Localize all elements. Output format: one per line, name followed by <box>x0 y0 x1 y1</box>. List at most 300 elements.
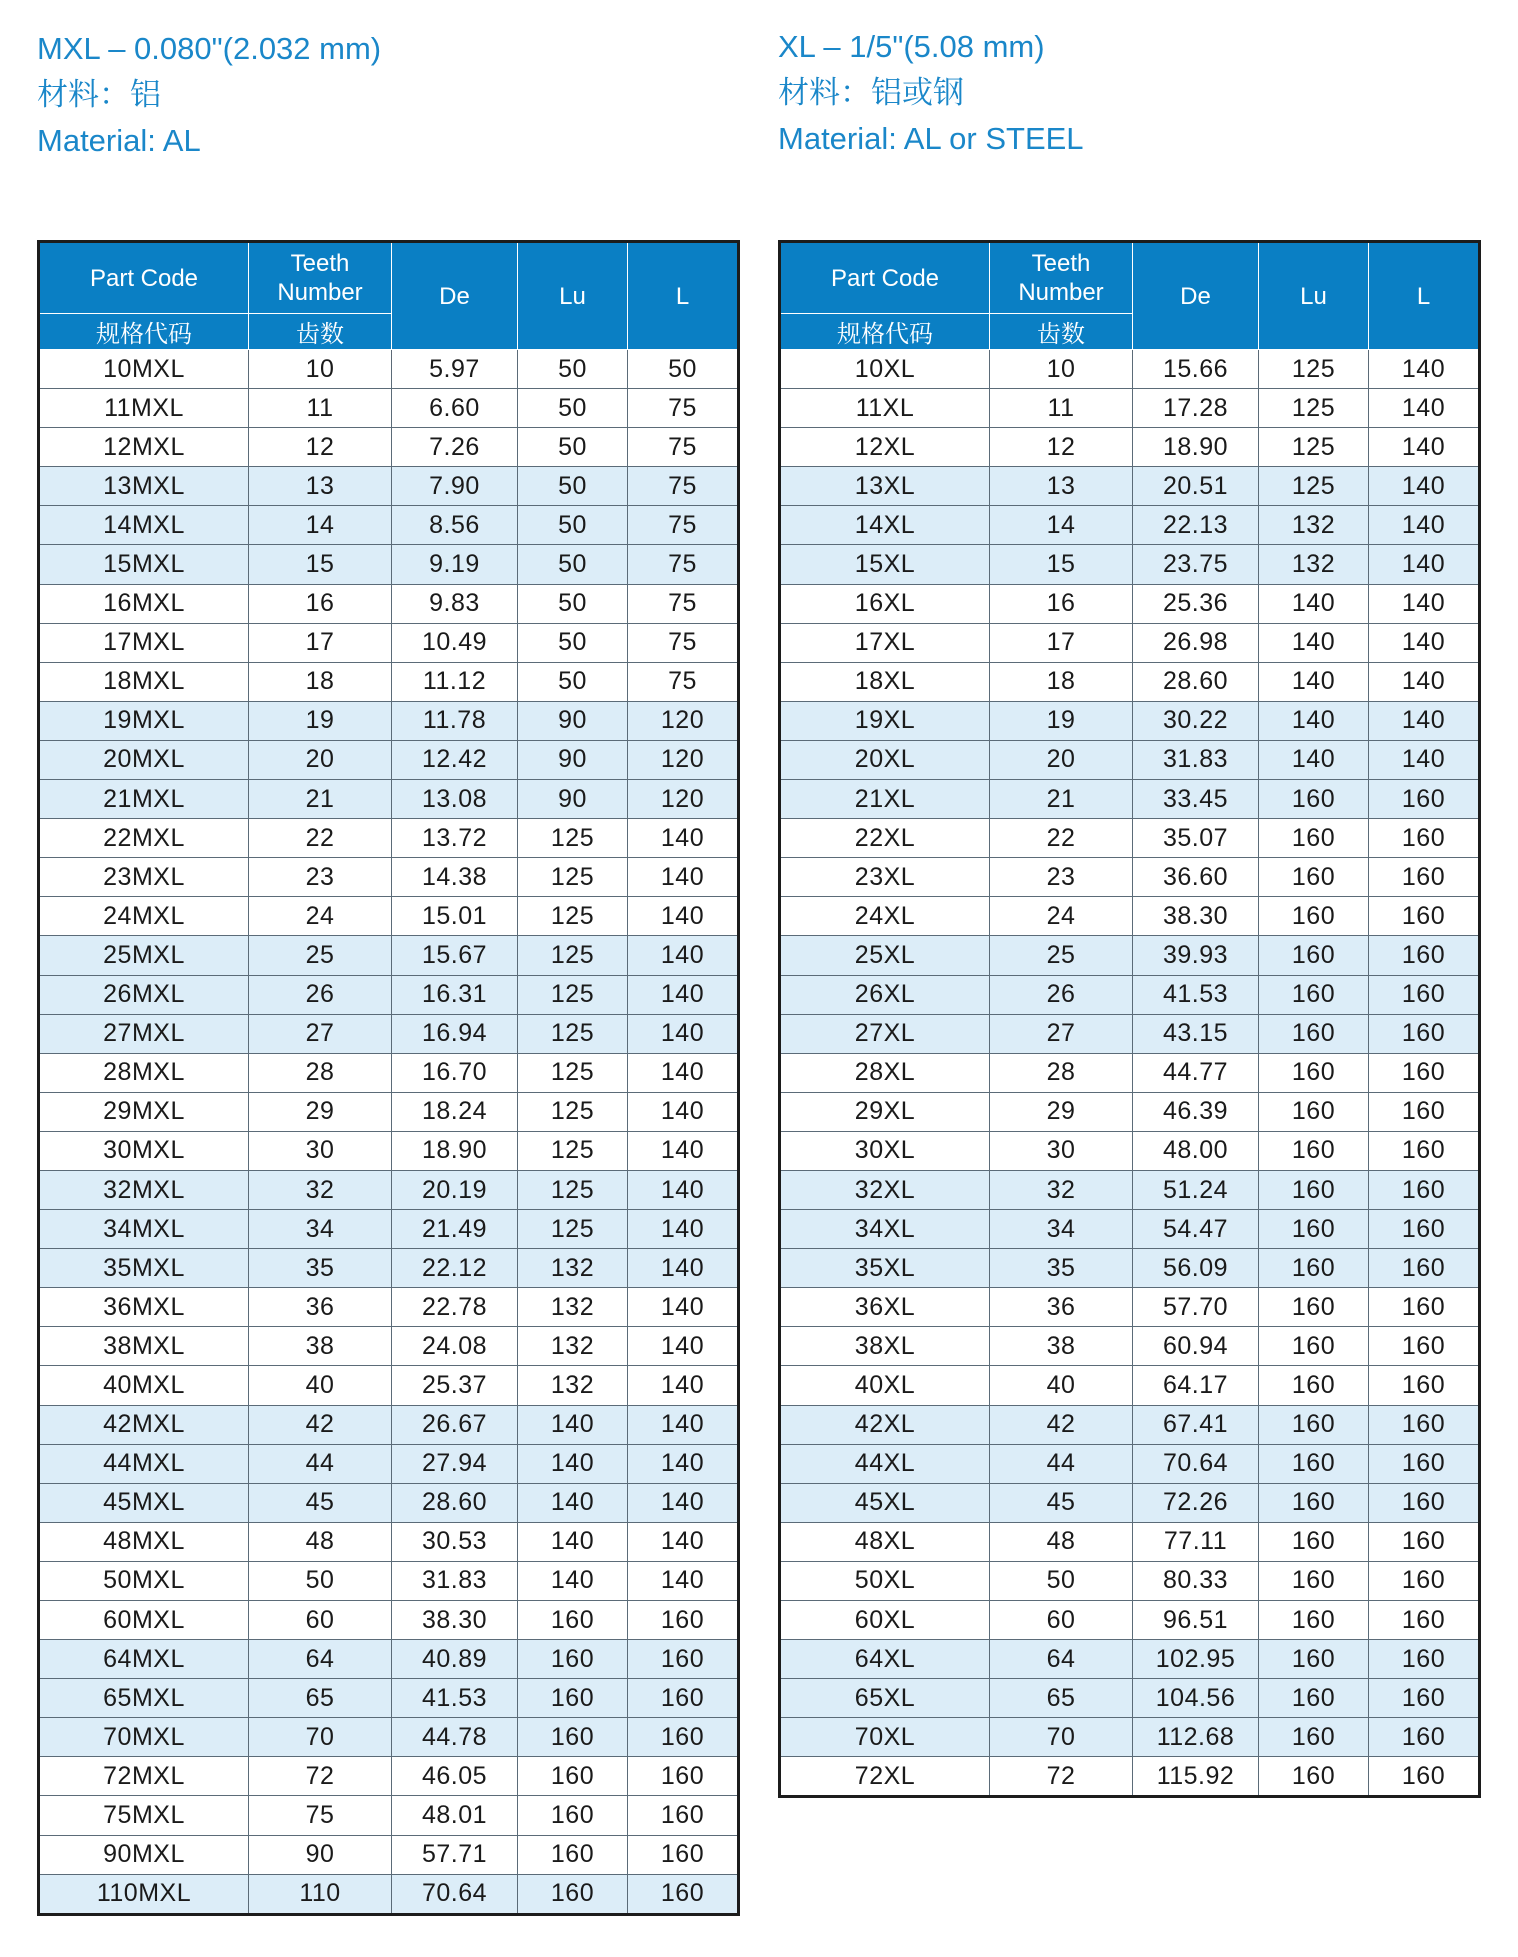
cell-de: 46.05 <box>392 1757 518 1796</box>
header-de: De <box>1133 242 1259 350</box>
cell-l: 160 <box>628 1757 739 1796</box>
cell-de: 41.53 <box>392 1679 518 1718</box>
cell-lu: 160 <box>1259 1249 1369 1288</box>
cell-de: 25.37 <box>392 1366 518 1405</box>
cell-part-code: 110MXL <box>39 1874 249 1914</box>
cell-part-code: 72MXL <box>39 1757 249 1796</box>
table-row <box>780 1249 1480 1288</box>
cell-teeth: 34 <box>249 1210 392 1249</box>
cell-lu: 125 <box>1259 428 1369 467</box>
cell-de: 30.53 <box>392 1522 518 1561</box>
cell-part-code: 30XL <box>780 1131 990 1170</box>
cell-l: 160 <box>1369 1640 1480 1679</box>
cell-teeth: 19 <box>249 701 392 740</box>
cell-l: 160 <box>1369 1405 1480 1444</box>
header-number: Number <box>277 279 363 306</box>
table-row <box>780 1561 1480 1600</box>
cell-teeth: 36 <box>249 1288 392 1327</box>
cell-teeth: 72 <box>249 1757 392 1796</box>
cell-de: 67.41 <box>1133 1405 1259 1444</box>
table-row <box>780 350 1480 389</box>
cell-de: 28.60 <box>1133 662 1259 701</box>
cell-lu: 132 <box>1259 506 1369 545</box>
cell-part-code: 14XL <box>780 506 990 545</box>
table-row <box>780 662 1480 701</box>
table-row <box>780 1014 1480 1053</box>
cell-l: 140 <box>628 1092 739 1131</box>
cell-teeth: 13 <box>249 467 392 506</box>
cell-l: 160 <box>1369 1522 1480 1561</box>
cell-lu: 160 <box>1259 975 1369 1014</box>
cell-teeth: 19 <box>990 701 1133 740</box>
cell-teeth: 15 <box>249 545 392 584</box>
cell-teeth: 18 <box>249 662 392 701</box>
cell-de: 9.19 <box>392 545 518 584</box>
cell-lu: 140 <box>1259 623 1369 662</box>
cell-de: 17.28 <box>1133 389 1259 428</box>
cell-teeth: 70 <box>990 1718 1133 1757</box>
cell-de: 22.12 <box>392 1249 518 1288</box>
cell-lu: 125 <box>518 975 628 1014</box>
table-row <box>39 701 739 740</box>
cell-l: 160 <box>1369 1483 1480 1522</box>
cell-part-code: 17XL <box>780 623 990 662</box>
cell-part-code: 64XL <box>780 1640 990 1679</box>
mxl-title: MXL – 0.080"(2.032 mm) <box>37 31 382 66</box>
cell-part-code: 29XL <box>780 1092 990 1131</box>
cell-de: 70.64 <box>392 1874 518 1914</box>
cell-l: 160 <box>628 1718 739 1757</box>
cell-lu: 160 <box>518 1640 628 1679</box>
cell-part-code: 75MXL <box>39 1796 249 1835</box>
cell-part-code: 35MXL <box>39 1249 249 1288</box>
cell-de: 14.38 <box>392 858 518 897</box>
cell-teeth: 29 <box>990 1092 1133 1131</box>
cell-lu: 160 <box>1259 819 1369 858</box>
table-row <box>39 1796 739 1835</box>
header-lu: Lu <box>518 242 628 350</box>
cell-de: 54.47 <box>1133 1210 1259 1249</box>
cell-part-code: 30MXL <box>39 1131 249 1170</box>
table-row <box>39 1522 739 1561</box>
cell-teeth: 15 <box>990 545 1133 584</box>
table-row <box>780 1327 1480 1366</box>
table-row <box>780 1210 1480 1249</box>
cell-de: 26.98 <box>1133 623 1259 662</box>
cell-part-code: 26MXL <box>39 975 249 1014</box>
cell-part-code: 27MXL <box>39 1014 249 1053</box>
cell-teeth: 42 <box>249 1405 392 1444</box>
table-row <box>39 1210 739 1249</box>
cell-part-code: 60XL <box>780 1601 990 1640</box>
header-teeth-number <box>249 242 392 314</box>
cell-de: 112.68 <box>1133 1718 1259 1757</box>
cell-de: 11.78 <box>392 701 518 740</box>
cell-teeth: 11 <box>249 389 392 428</box>
cell-lu: 160 <box>518 1601 628 1640</box>
cell-part-code: 24XL <box>780 897 990 936</box>
cell-teeth: 44 <box>249 1444 392 1483</box>
table-row <box>39 858 739 897</box>
cell-part-code: 13MXL <box>39 467 249 506</box>
cell-lu: 160 <box>1259 780 1369 819</box>
cell-teeth: 50 <box>990 1561 1133 1600</box>
table-row <box>39 1561 739 1600</box>
header-l: L <box>628 242 739 350</box>
table-row <box>780 545 1480 584</box>
xl-material-cn: 材料：铝或钢 <box>778 75 964 110</box>
cell-part-code: 16MXL <box>39 584 249 623</box>
cell-teeth: 16 <box>990 584 1133 623</box>
cell-l: 140 <box>628 1288 739 1327</box>
cell-part-code: 23XL <box>780 858 990 897</box>
cell-de: 26.67 <box>392 1405 518 1444</box>
cell-part-code: 11MXL <box>39 389 249 428</box>
cell-de: 8.56 <box>392 506 518 545</box>
cell-l: 140 <box>628 1131 739 1170</box>
cell-teeth: 65 <box>990 1679 1133 1718</box>
cell-part-code: 21MXL <box>39 780 249 819</box>
xl-table-body <box>780 350 1480 1797</box>
table-row <box>780 1679 1480 1718</box>
table-row <box>39 780 739 819</box>
cell-de: 104.56 <box>1133 1679 1259 1718</box>
cell-lu: 50 <box>518 467 628 506</box>
cell-lu: 160 <box>1259 1601 1369 1640</box>
cell-part-code: 28MXL <box>39 1053 249 1092</box>
cell-l: 75 <box>628 584 739 623</box>
cell-part-code: 25XL <box>780 936 990 975</box>
cell-lu: 140 <box>1259 662 1369 701</box>
table-row <box>780 1483 1480 1522</box>
cell-teeth: 60 <box>990 1601 1133 1640</box>
table-row <box>39 1092 739 1131</box>
cell-de: 24.08 <box>392 1327 518 1366</box>
cell-l: 140 <box>628 897 739 936</box>
cell-de: 44.78 <box>392 1718 518 1757</box>
cell-l: 120 <box>628 780 739 819</box>
cell-de: 36.60 <box>1133 858 1259 897</box>
cell-de: 12.42 <box>392 740 518 779</box>
cell-lu: 125 <box>518 1092 628 1131</box>
cell-lu: 140 <box>518 1483 628 1522</box>
cell-teeth: 10 <box>249 350 392 389</box>
cell-de: 102.95 <box>1133 1640 1259 1679</box>
cell-l: 140 <box>1369 350 1480 389</box>
table-row <box>39 975 739 1014</box>
mxl-spec-table <box>37 240 740 1916</box>
cell-part-code: 44MXL <box>39 1444 249 1483</box>
cell-de: 64.17 <box>1133 1366 1259 1405</box>
cell-de: 115.92 <box>1133 1757 1259 1797</box>
cell-l: 160 <box>1369 1601 1480 1640</box>
cell-teeth: 72 <box>990 1757 1133 1797</box>
cell-part-code: 38MXL <box>39 1327 249 1366</box>
cell-part-code: 17MXL <box>39 623 249 662</box>
cell-lu: 125 <box>518 897 628 936</box>
cell-lu: 160 <box>1259 1288 1369 1327</box>
cell-lu: 160 <box>1259 1718 1369 1757</box>
table-row <box>780 1757 1480 1797</box>
table-row <box>39 1874 739 1914</box>
table-row <box>39 1718 739 1757</box>
cell-de: 18.24 <box>392 1092 518 1131</box>
cell-de: 15.67 <box>392 936 518 975</box>
cell-teeth: 20 <box>990 740 1133 779</box>
cell-lu: 160 <box>1259 1444 1369 1483</box>
cell-teeth: 38 <box>990 1327 1133 1366</box>
cell-part-code: 42XL <box>780 1405 990 1444</box>
cell-teeth: 23 <box>990 858 1133 897</box>
cell-teeth: 48 <box>249 1522 392 1561</box>
cell-teeth: 60 <box>249 1601 392 1640</box>
xl-title: XL – 1/5"(5.08 mm) <box>778 29 1045 64</box>
cell-l: 140 <box>1369 428 1480 467</box>
cell-teeth: 13 <box>990 467 1133 506</box>
table-row <box>780 1170 1480 1209</box>
table-row <box>39 1014 739 1053</box>
cell-l: 140 <box>628 936 739 975</box>
cell-de: 31.83 <box>1133 740 1259 779</box>
header-teeth: Teeth <box>1031 250 1091 277</box>
cell-l: 75 <box>628 467 739 506</box>
cell-part-code: 21XL <box>780 780 990 819</box>
table-row <box>39 1366 739 1405</box>
cell-de: 38.30 <box>1133 897 1259 936</box>
cell-lu: 125 <box>518 1131 628 1170</box>
cell-l: 75 <box>628 389 739 428</box>
cell-part-code: 90MXL <box>39 1835 249 1874</box>
cell-l: 140 <box>628 819 739 858</box>
cell-lu: 125 <box>518 1170 628 1209</box>
cell-part-code: 12MXL <box>39 428 249 467</box>
table-row <box>39 1835 739 1874</box>
cell-teeth: 75 <box>249 1796 392 1835</box>
cell-l: 160 <box>628 1796 739 1835</box>
cell-teeth: 23 <box>249 858 392 897</box>
cell-lu: 140 <box>518 1561 628 1600</box>
cell-lu: 160 <box>1259 1522 1369 1561</box>
header-part-code-cn: 规格代码 <box>39 314 249 350</box>
cell-l: 160 <box>628 1601 739 1640</box>
cell-part-code: 72XL <box>780 1757 990 1797</box>
cell-l: 160 <box>1369 1053 1480 1092</box>
cell-de: 72.26 <box>1133 1483 1259 1522</box>
cell-part-code: 45MXL <box>39 1483 249 1522</box>
cell-l: 75 <box>628 623 739 662</box>
cell-part-code: 44XL <box>780 1444 990 1483</box>
mxl-table-body <box>39 350 739 1915</box>
cell-l: 160 <box>628 1835 739 1874</box>
table-row <box>39 467 739 506</box>
cell-lu: 90 <box>518 740 628 779</box>
cell-part-code: 18MXL <box>39 662 249 701</box>
cell-lu: 160 <box>1259 1757 1369 1797</box>
cell-de: 51.24 <box>1133 1170 1259 1209</box>
table-row <box>39 740 739 779</box>
cell-part-code: 15XL <box>780 545 990 584</box>
cell-lu: 50 <box>518 545 628 584</box>
cell-lu: 125 <box>1259 350 1369 389</box>
cell-teeth: 45 <box>249 1483 392 1522</box>
table-row <box>780 1640 1480 1679</box>
table-row <box>39 584 739 623</box>
header-lu: Lu <box>1259 242 1369 350</box>
cell-lu: 160 <box>1259 858 1369 897</box>
cell-teeth: 65 <box>249 1679 392 1718</box>
cell-part-code: 22XL <box>780 819 990 858</box>
cell-lu: 125 <box>518 1014 628 1053</box>
cell-l: 75 <box>628 545 739 584</box>
cell-l: 140 <box>1369 740 1480 779</box>
cell-de: 18.90 <box>1133 428 1259 467</box>
table-row <box>780 936 1480 975</box>
cell-de: 70.64 <box>1133 1444 1259 1483</box>
cell-lu: 140 <box>1259 584 1369 623</box>
cell-teeth: 27 <box>249 1014 392 1053</box>
cell-lu: 132 <box>1259 545 1369 584</box>
table-row <box>39 1679 739 1718</box>
cell-lu: 160 <box>1259 1483 1369 1522</box>
cell-teeth: 29 <box>249 1092 392 1131</box>
cell-teeth: 32 <box>990 1170 1133 1209</box>
cell-l: 160 <box>1369 1210 1480 1249</box>
cell-de: 48.01 <box>392 1796 518 1835</box>
cell-l: 50 <box>628 350 739 389</box>
cell-part-code: 28XL <box>780 1053 990 1092</box>
cell-lu: 140 <box>1259 740 1369 779</box>
cell-lu: 160 <box>1259 1170 1369 1209</box>
table-row <box>780 819 1480 858</box>
cell-part-code: 50MXL <box>39 1561 249 1600</box>
cell-part-code: 36MXL <box>39 1288 249 1327</box>
cell-l: 160 <box>628 1640 739 1679</box>
table-row <box>39 1288 739 1327</box>
cell-l: 160 <box>1369 897 1480 936</box>
cell-part-code: 20XL <box>780 740 990 779</box>
cell-de: 56.09 <box>1133 1249 1259 1288</box>
cell-l: 140 <box>628 1014 739 1053</box>
cell-lu: 160 <box>1259 1640 1369 1679</box>
cell-teeth: 21 <box>990 780 1133 819</box>
cell-part-code: 11XL <box>780 389 990 428</box>
cell-l: 140 <box>1369 584 1480 623</box>
cell-teeth: 16 <box>249 584 392 623</box>
cell-part-code: 19MXL <box>39 701 249 740</box>
cell-de: 96.51 <box>1133 1601 1259 1640</box>
cell-part-code: 16XL <box>780 584 990 623</box>
table-row <box>39 1444 739 1483</box>
table-row <box>39 1405 739 1444</box>
cell-part-code: 38XL <box>780 1327 990 1366</box>
cell-l: 140 <box>1369 623 1480 662</box>
cell-de: 13.08 <box>392 780 518 819</box>
cell-l: 75 <box>628 506 739 545</box>
cell-l: 160 <box>1369 936 1480 975</box>
cell-lu: 160 <box>1259 1092 1369 1131</box>
cell-lu: 160 <box>1259 1014 1369 1053</box>
header-teeth-cn: 齿数 <box>990 314 1133 350</box>
cell-lu: 90 <box>518 780 628 819</box>
cell-part-code: 29MXL <box>39 1092 249 1131</box>
cell-lu: 160 <box>1259 1210 1369 1249</box>
cell-teeth: 50 <box>249 1561 392 1600</box>
cell-part-code: 34XL <box>780 1210 990 1249</box>
cell-l: 140 <box>628 1327 739 1366</box>
cell-lu: 125 <box>518 819 628 858</box>
table-row <box>780 1601 1480 1640</box>
header-teeth: Teeth <box>290 250 350 277</box>
cell-l: 140 <box>628 1522 739 1561</box>
cell-lu: 140 <box>1259 701 1369 740</box>
cell-lu: 160 <box>518 1874 628 1914</box>
cell-lu: 160 <box>518 1718 628 1757</box>
cell-teeth: 30 <box>249 1131 392 1170</box>
cell-l: 120 <box>628 701 739 740</box>
cell-teeth: 34 <box>990 1210 1133 1249</box>
cell-de: 27.94 <box>392 1444 518 1483</box>
cell-teeth: 35 <box>249 1249 392 1288</box>
table-row <box>39 545 739 584</box>
cell-part-code: 32XL <box>780 1170 990 1209</box>
cell-de: 33.45 <box>1133 780 1259 819</box>
cell-de: 16.31 <box>392 975 518 1014</box>
cell-l: 140 <box>1369 506 1480 545</box>
cell-teeth: 17 <box>990 623 1133 662</box>
cell-lu: 90 <box>518 701 628 740</box>
cell-teeth: 10 <box>990 350 1133 389</box>
cell-l: 160 <box>1369 1288 1480 1327</box>
cell-de: 6.60 <box>392 389 518 428</box>
cell-part-code: 23MXL <box>39 858 249 897</box>
cell-l: 120 <box>628 740 739 779</box>
cell-de: 46.39 <box>1133 1092 1259 1131</box>
cell-teeth: 38 <box>249 1327 392 1366</box>
cell-teeth: 26 <box>990 975 1133 1014</box>
cell-lu: 132 <box>518 1249 628 1288</box>
cell-l: 160 <box>628 1679 739 1718</box>
cell-l: 140 <box>628 1170 739 1209</box>
cell-l: 75 <box>628 428 739 467</box>
cell-l: 140 <box>628 1483 739 1522</box>
cell-lu: 50 <box>518 623 628 662</box>
cell-de: 57.70 <box>1133 1288 1259 1327</box>
table-row <box>39 1170 739 1209</box>
table-row <box>780 1053 1480 1092</box>
cell-part-code: 22MXL <box>39 819 249 858</box>
cell-l: 140 <box>1369 701 1480 740</box>
cell-de: 60.94 <box>1133 1327 1259 1366</box>
cell-teeth: 36 <box>990 1288 1133 1327</box>
cell-l: 140 <box>1369 662 1480 701</box>
header-part-code: Part Code <box>39 242 249 314</box>
cell-l: 140 <box>1369 389 1480 428</box>
cell-teeth: 25 <box>249 936 392 975</box>
cell-de: 30.22 <box>1133 701 1259 740</box>
cell-de: 28.60 <box>392 1483 518 1522</box>
cell-teeth: 64 <box>990 1640 1133 1679</box>
cell-part-code: 42MXL <box>39 1405 249 1444</box>
table-row <box>780 780 1480 819</box>
cell-teeth: 28 <box>249 1053 392 1092</box>
cell-part-code: 35XL <box>780 1249 990 1288</box>
cell-lu: 125 <box>518 858 628 897</box>
cell-lu: 125 <box>1259 467 1369 506</box>
cell-de: 18.90 <box>392 1131 518 1170</box>
cell-part-code: 26XL <box>780 975 990 1014</box>
table-row <box>780 897 1480 936</box>
table-row <box>39 1483 739 1522</box>
